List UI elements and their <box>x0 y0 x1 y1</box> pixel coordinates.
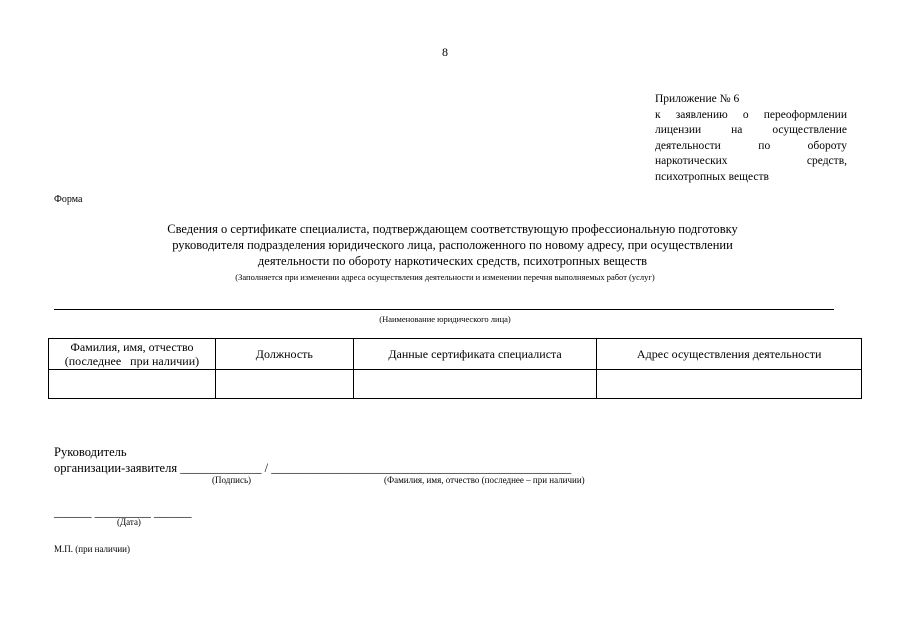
appendix-line: лицензии на осуществление <box>655 124 847 136</box>
cell-position[interactable] <box>215 370 353 399</box>
table-row <box>49 370 862 399</box>
title-line: деятельности по обороту наркотических средств, психотропных веществ <box>257 254 648 268</box>
appendix-header <box>655 92 847 185</box>
signature-caption: (Подпись) <box>212 475 252 485</box>
signature-role: Руководитель <box>54 445 127 459</box>
header-position: Должность <box>215 339 353 370</box>
title-line: руководителя подразделения юридического лица, расположенного по новому адресу, при осуществлении <box>172 238 733 252</box>
date-field[interactable]: ______ _________ ______ <box>54 505 192 519</box>
date-caption: (Дата) <box>117 517 141 527</box>
appendix-line: наркотических средств, <box>655 155 847 167</box>
organization-name-field[interactable] <box>54 309 834 310</box>
signature-block <box>54 444 571 476</box>
form-label: Форма <box>54 194 83 205</box>
organization-name-caption: (Наименование юридического лица) <box>379 314 511 324</box>
table-header-row <box>49 339 862 370</box>
cell-certificate[interactable] <box>353 370 597 399</box>
header-certificate: Данные сертификата специалиста <box>353 339 597 370</box>
header-fio <box>49 339 216 370</box>
stamp-label: М.П. (при наличии) <box>54 544 130 554</box>
page-number: 8 <box>442 45 448 59</box>
header-fio-line2: (последнее при наличии) <box>64 354 200 368</box>
title-line: Сведения о сертификате специалиста, подтверждающем соответствующую профессиональную подготовку <box>167 222 738 236</box>
fill-instructions: (Заполняется при изменении адреса осуществления деятельности и изменении перечня выполняемых работ (услуг) <box>235 272 655 282</box>
cell-fio[interactable] <box>49 370 216 399</box>
cell-address[interactable] <box>597 370 862 399</box>
appendix-line: деятельности по обороту <box>655 139 847 152</box>
header-address: Адрес осуществления деятельности <box>597 339 862 370</box>
appendix-title: Приложение № 6 <box>655 93 740 105</box>
signature-line[interactable]: организации-заявителя _____________ / ________________________________________________ <box>54 461 572 475</box>
document-title <box>0 221 905 269</box>
fio-caption: (Фамилия, имя, отчество (последнее – при наличии) <box>384 475 585 485</box>
specialist-table <box>48 338 862 399</box>
header-fio-line1: Фамилия, имя, отчество <box>70 340 194 354</box>
appendix-line: психотропных веществ <box>655 170 769 183</box>
appendix-line: к заявлению о переоформлении <box>655 108 847 121</box>
